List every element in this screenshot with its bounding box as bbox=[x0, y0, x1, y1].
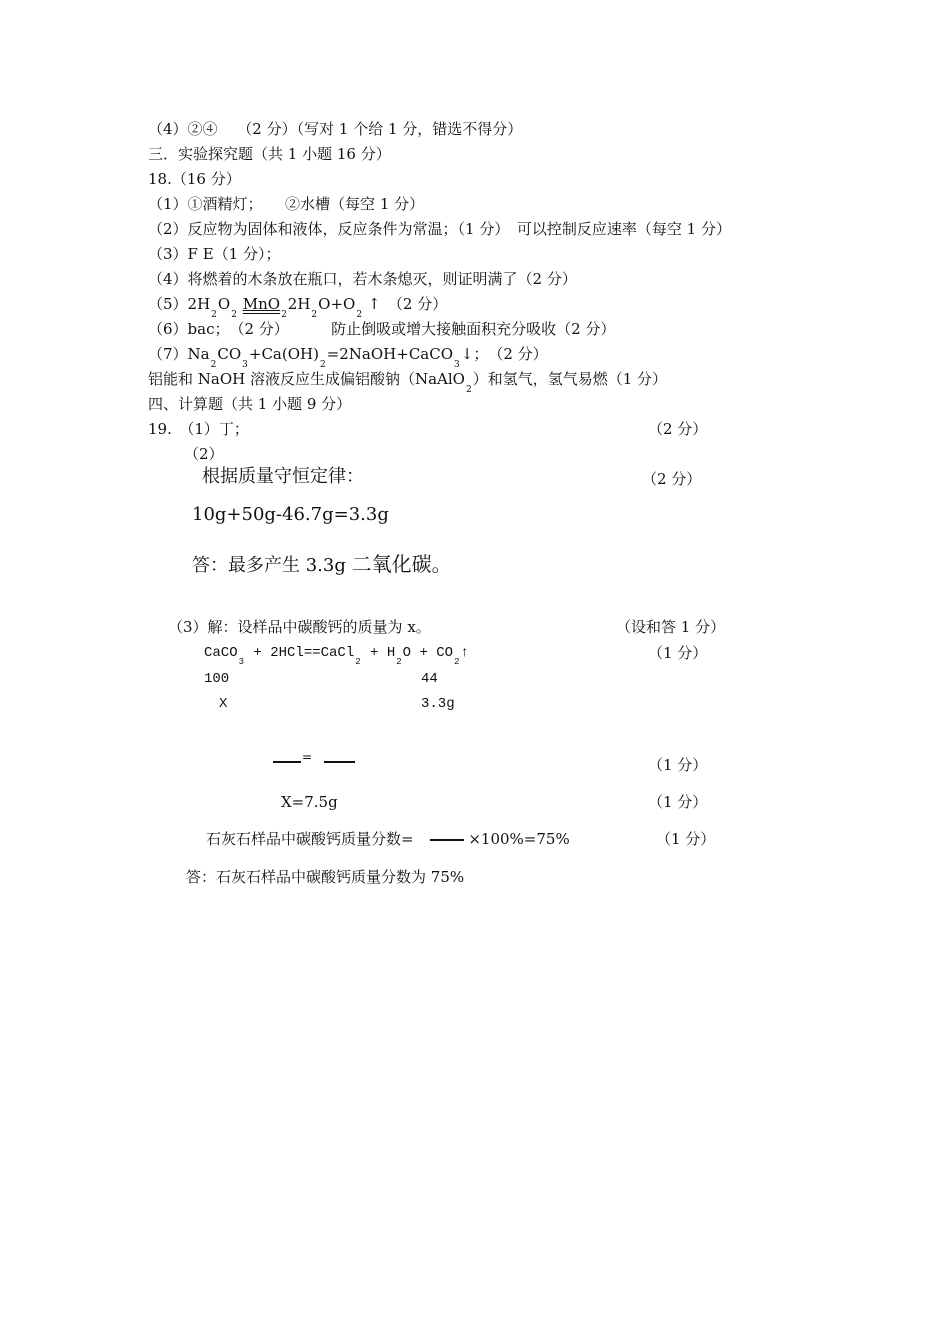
eq5-tail: ↑ （2 分） bbox=[367, 295, 448, 313]
reaction-a: CaCO bbox=[204, 645, 238, 661]
answer-a: 答：最多产生 3.3g bbox=[192, 555, 346, 576]
subscript: 2 bbox=[211, 310, 217, 320]
section-heading-calculation: 四、计算题（共 1 小题 9 分） bbox=[148, 395, 352, 413]
subscript: 2 bbox=[319, 360, 326, 370]
line-q17-4: （4）②④ （2 分）（写对 1 个给 1 分，错选不得分） bbox=[148, 120, 523, 138]
eq7-a: （7）Na bbox=[148, 345, 210, 363]
reaction-b: + 2HCl==CaCl bbox=[245, 645, 355, 661]
subscript: 2 bbox=[355, 657, 361, 667]
subscript-3: 3 bbox=[454, 360, 460, 370]
note-a: 铝能和 NaOH 溶液反应生成偏铝酸钠（NaAlO bbox=[148, 370, 465, 388]
reaction-e: ↑ bbox=[460, 645, 469, 661]
reaction-d: O + CO bbox=[402, 645, 454, 661]
subscript-3: 3 bbox=[242, 360, 248, 370]
line-q18-6: （6）bac； （2 分） 防止倒吸或增大接触面积充分吸收（2 分） bbox=[148, 320, 616, 338]
percentage-fraction-bar bbox=[430, 839, 464, 841]
score-fraction: （1 分） bbox=[648, 756, 708, 774]
percentage-label: 石灰石样品中碳酸钙质量分数= bbox=[206, 830, 414, 848]
line-q18-1: （1）①酒精灯； ②水槽（每空 1 分） bbox=[148, 195, 425, 213]
percentage-line bbox=[206, 830, 570, 848]
section-heading-experiment: 三．实验探究题（共 1 小题 16 分） bbox=[148, 145, 391, 163]
ratio-right-bottom: 3.3g bbox=[421, 696, 455, 712]
subscript-3: 3 bbox=[238, 657, 245, 667]
line-q19-3-setup: （3）解：设样品中碳酸钙的质量为 x。 bbox=[168, 618, 431, 636]
line-q18-4: （4）将燃着的木条放在瓶口，若木条熄灭，则证明满了（2 分） bbox=[148, 270, 577, 288]
line-q18-2: （2）反应物为固体和液体，反应条件为常温；（1 分） 可以控制反应速率（每空 1 分） bbox=[148, 220, 731, 238]
line-q18-7-equation bbox=[148, 345, 548, 370]
line-q19-2-answer bbox=[192, 553, 452, 577]
score-percentage: （1 分） bbox=[656, 830, 716, 848]
subscript: 2 bbox=[231, 310, 237, 320]
answer-b: 二氧化碳。 bbox=[351, 552, 452, 576]
line-q18-5-equation bbox=[148, 295, 448, 320]
note-b: ）和氢气，氢气易燃（1 分） bbox=[472, 370, 668, 388]
eq5-catalyst bbox=[242, 295, 288, 320]
eq5-prefix: （5）2H bbox=[148, 295, 211, 313]
subscript: 2 bbox=[210, 360, 217, 370]
score-q19-1: （2 分） bbox=[648, 420, 708, 438]
fraction-equals: = bbox=[302, 750, 313, 764]
line-q18-3: （3）F E（1 分）； bbox=[148, 245, 281, 263]
fraction-bar-left bbox=[273, 761, 301, 763]
eq5-o: O bbox=[217, 295, 231, 313]
eq7-d: =2NaOH+CaCO bbox=[326, 345, 454, 363]
line-q19-1: 19. （1）丁； bbox=[148, 420, 249, 438]
eq5-o2: O+O bbox=[318, 295, 356, 313]
subscript: 2 bbox=[281, 310, 287, 320]
catalyst-text: MnO bbox=[242, 295, 281, 313]
score-q19-3-setup: （设和答 1 分） bbox=[616, 618, 726, 636]
subscript: 2 bbox=[356, 310, 363, 320]
score-reaction: （1 分） bbox=[648, 644, 708, 662]
ratio-left-bottom: X bbox=[219, 696, 228, 712]
reaction-c: + H bbox=[361, 645, 396, 661]
subscript: 2 bbox=[454, 657, 460, 667]
percentage-expression: ×100%=75% bbox=[468, 830, 570, 848]
score-q19-2: （2 分） bbox=[642, 470, 702, 488]
ratio-right-top: 44 bbox=[421, 671, 438, 687]
reaction-equation bbox=[204, 644, 469, 667]
eq7-e: ↓； （2 分） bbox=[460, 345, 548, 363]
line-q18-7-note bbox=[148, 370, 668, 395]
subscript: 2 bbox=[465, 385, 472, 395]
x-result: X=7.5g bbox=[281, 793, 338, 811]
fraction-bar-right bbox=[324, 761, 355, 763]
eq7-b: CO bbox=[217, 345, 242, 363]
ratio-left-top: 100 bbox=[204, 671, 230, 687]
score-x-result: （1 分） bbox=[648, 793, 708, 811]
eq5-h: 2H bbox=[287, 295, 311, 313]
subscript: 2 bbox=[311, 310, 318, 320]
subscript: 2 bbox=[396, 657, 402, 667]
final-answer: 答：石灰石样品中碳酸钙质量分数为 75% bbox=[186, 868, 465, 886]
question-18-heading: 18.（16 分） bbox=[148, 170, 241, 188]
line-q19-2-label: （2） bbox=[184, 445, 224, 463]
eq7-c: +Ca(OH) bbox=[248, 345, 319, 363]
line-q19-2-calc: 10g+50g-46.7g=3.3g bbox=[192, 504, 389, 525]
line-q19-2-law: 根据质量守恒定律： bbox=[202, 466, 364, 487]
